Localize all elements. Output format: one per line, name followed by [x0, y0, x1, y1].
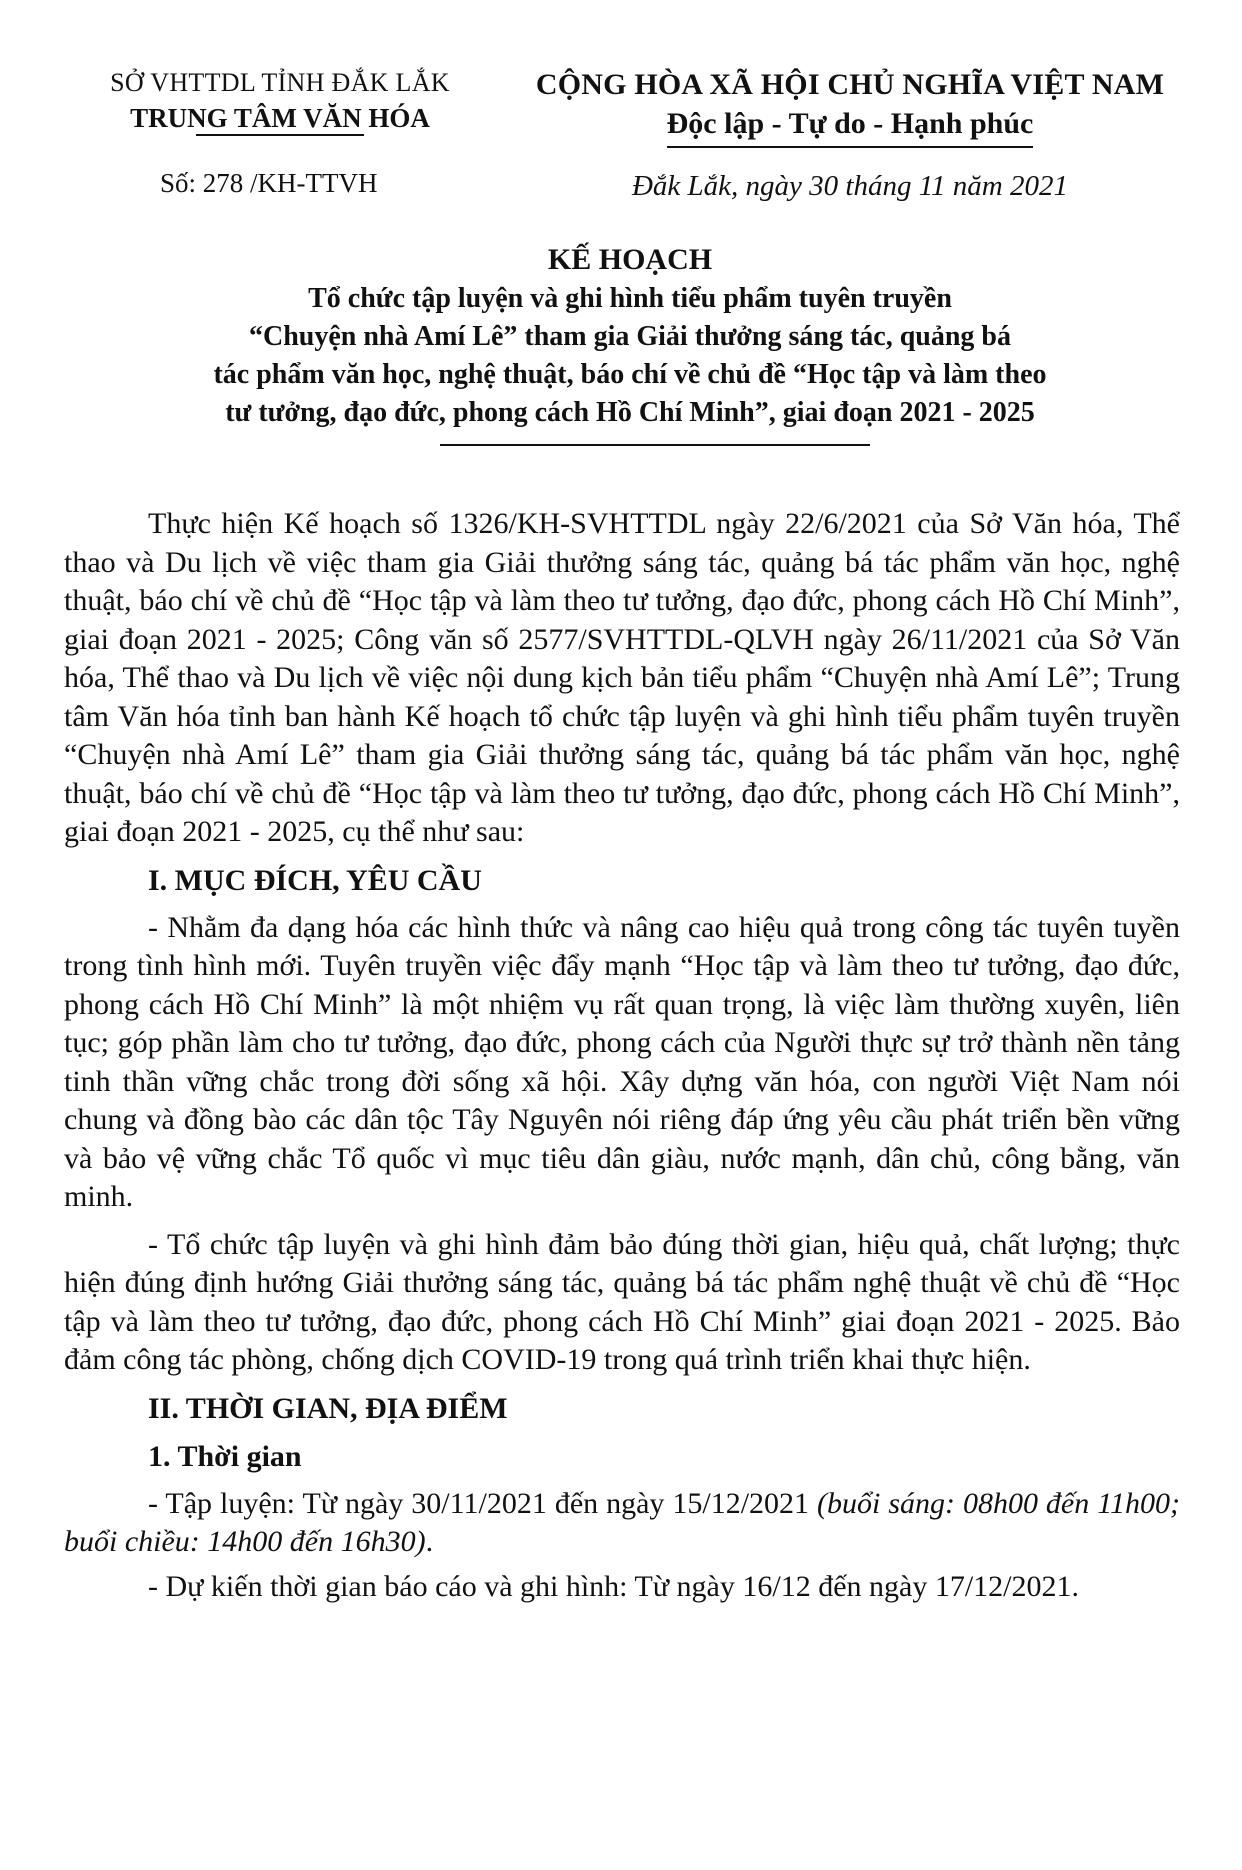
issuing-agency-block — [70, 66, 490, 199]
practice-period: . — [425, 1525, 434, 1558]
title-line-4: tư tưởng, đạo đức, phong cách Hồ Chí Minh”, giai đoạn 2021 - 2025 — [225, 397, 1035, 428]
national-header-block — [520, 66, 1180, 203]
place-date-line: Đắk Lắk, ngày 30 tháng 11 năm 2021 — [631, 170, 1069, 202]
unit-underline — [196, 134, 364, 136]
title-line-1: Tổ chức tập luyện và ghi hình tiểu phẩm tuyên truyền — [308, 283, 952, 314]
document-kind: KẾ HOẠCH — [547, 243, 713, 276]
parent-agency: SỞ VHTTDL TỈNH ĐẮK LẮK — [110, 68, 450, 97]
document-number: Số: 278 /KH-TTVH — [160, 168, 378, 198]
section-1-heading: I. MỤC ĐÍCH, YÊU CẦU — [148, 863, 482, 897]
practice-schedule — [64, 1485, 1180, 1562]
title-line-2: “Chuyện nhà Amí Lê” tham gia Giải thưởng sáng tác, quảng bá — [248, 321, 1011, 352]
issuing-unit: TRUNG TÂM VĂN HÓA — [130, 103, 430, 133]
practice-dates: - Tập luyện: Từ ngày 30/11/2021 đến ngày 15/12/2021 — [148, 1486, 818, 1520]
intro-paragraph: Thực hiện Kế hoạch số 1326/KH-SVHTTDL ngày 22/6/2021 của Sở Văn hóa, Thể thao và Du lịch về việc tham gia Giải thưởng sáng tác, quảng bá tác phẩm văn học, nghệ thuật, báo chí về chủ đề “Học tập và làm theo tư tưởng, đạo đức, phong cách Hồ Chí Minh”, giai đoạn 2021 - 2025; Công văn số 2577/SVHTTDL-QLVH ngày 26/11/2021 của Sở Văn hóa, Thể thao và Du lịch về việc nội dung kịch bản tiểu phẩm “Chuyện nhà Amí Lê”; Trung tâm Văn hóa tỉnh ban hành Kế hoạch tổ chức tập luyện và ghi hình tiểu phẩm tuyên truyền “Chuyện nhà Amí Lê” tham gia Giải thưởng sáng tác, quảng bá tác phẩm văn học, nghệ thuật, báo chí về chủ đề “Học tập và làm theo tư tưởng, đạo đức, phong cách Hồ Chí Minh”, giai đoạn 2021 - 2025, cụ thể như sau: — [64, 507, 1180, 848]
title-line-3: tác phẩm văn học, nghệ thuật, báo chí về chủ đề “Học tập và làm theo — [213, 359, 1047, 390]
subsection-1-heading: 1. Thời gian — [148, 1439, 302, 1473]
recording-schedule: - Dự kiến thời gian báo cáo và ghi hình: Từ ngày 16/12 đến ngày 17/12/2021. — [148, 1569, 1080, 1603]
national-motto: Độc lập - Tự do - Hạnh phúc — [667, 104, 1034, 148]
section-2-heading: II. THỜI GIAN, ĐỊA ĐIỂM — [148, 1391, 508, 1425]
practice-hours-note: (buổi sáng: 08h00 đến 11h00; buổi chiều: 14h00 đến 16h30) — [64, 1486, 1180, 1558]
section-1-paragraph-2: - Tổ chức tập luyện và ghi hình đảm bảo đúng thời gian, hiệu quả, chất lượng; thực hiện đúng định hướng Giải thưởng sáng tác, quảng bá tác phẩm nghệ thuật về chủ đề “Học tập và làm theo tư tưởng, đạo đức, phong cách Hồ Chí Minh” giai đoạn 2021 - 2025. Bảo đảm công tác phòng, chống dịch COVID-19 trong quá trình triển khai thực hiện. — [64, 1227, 1180, 1376]
section-1-paragraph-1: - Nhằm đa dạng hóa các hình thức và nâng cao hiệu quả trong công tác tuyên tuyền trong tình hình mới. Tuyên truyền việc đẩy mạnh “Học tập và làm theo tư tưởng, đạo đức, phong cách Hồ Chí Minh” là một nhiệm vụ rất quan trọng, là việc làm thường xuyên, liên tục; góp phần làm cho tư tưởng, đạo đức, phong cách của Người thực sự trở thành nền tảng tinh thần vững chắc trong đời sống xã hội. Xây dựng văn hóa, con người Việt Nam nói chung và đồng bào các dân tộc Tây Nguyên nói riêng đáp ứng yêu cầu phát triển bền vững và bảo vệ vững chắc Tổ quốc vì mục tiêu dân giàu, nước mạnh, dân chủ, công bằng, văn minh. — [64, 910, 1180, 1213]
title-underline — [440, 444, 870, 446]
document-body — [64, 505, 1180, 1615]
document-title-block — [120, 240, 1140, 434]
national-title: CỘNG HÒA XÃ HỘI CHỦ NGHĨA VIỆT NAM — [535, 68, 1165, 101]
